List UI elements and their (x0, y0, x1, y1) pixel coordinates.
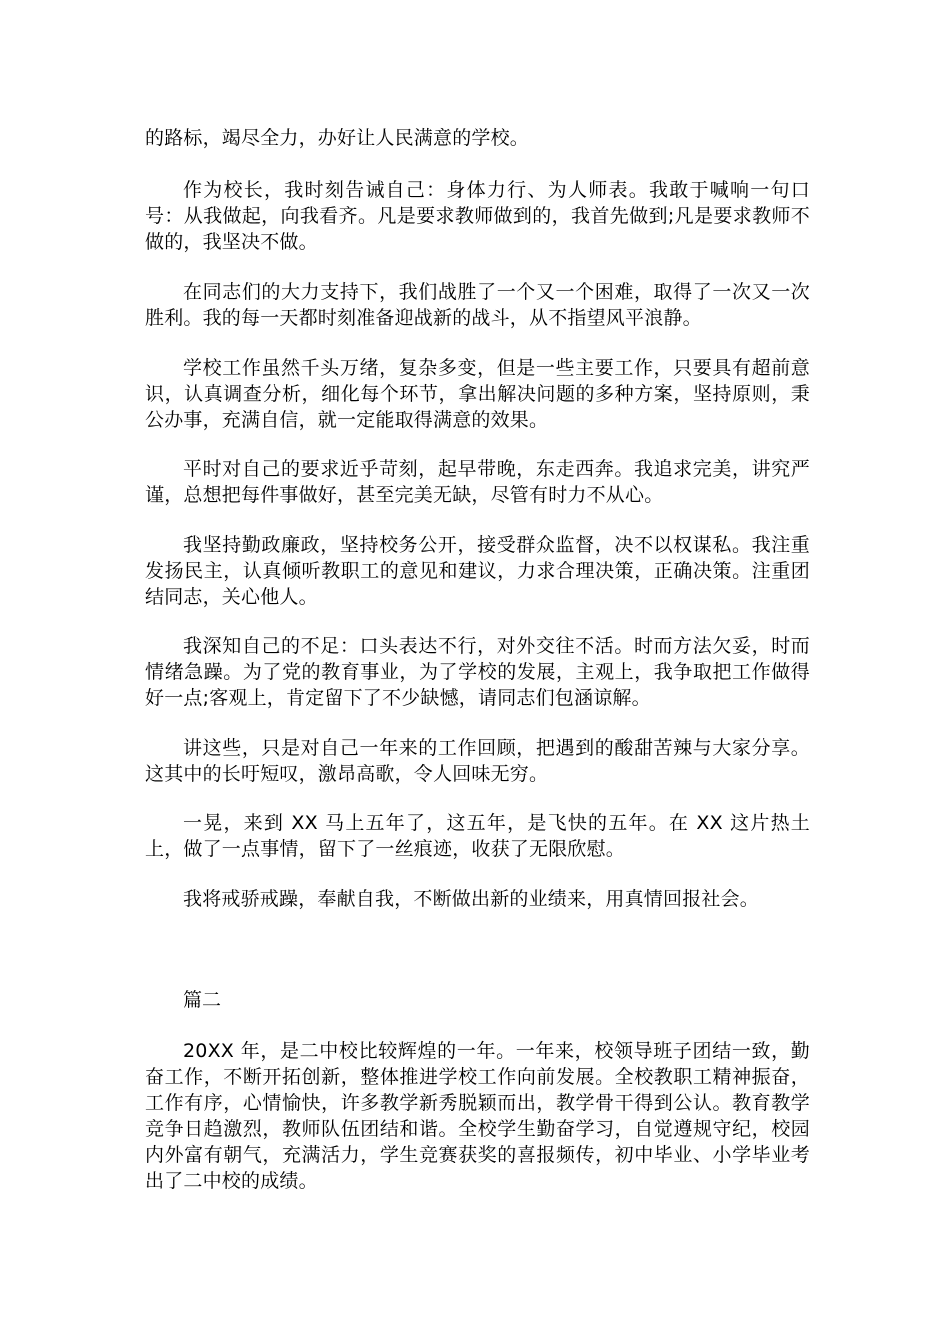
section-heading: 篇二 (183, 989, 222, 1011)
paragraph-5: 平时对自己的要求近乎苛刻，起早带晚，东走西奔。我追求完美，讲究严谨，总想把每件事做好，甚至完美无缺，尽管有时力不从心。 (145, 458, 810, 506)
paragraph-4: 学校工作虽然千头万绪，复杂多变，但是一些主要工作，只要具有超前意识，认真调查分析，细化每个环节，拿出解决问题的多种方案，坚持原则，秉公办事，充满自信，就一定能取得满意的效果。 (145, 357, 810, 431)
paragraph-1: 的路标，竭尽全力，办好让人民满意的学校。 (145, 127, 530, 149)
paragraph-2: 作为校长，我时刻告诫自己：身体力行、为人师表。我敢于喊响一句口号：从我做起，向我看齐。凡是要求教师做到的，我首先做到;凡是要求教师不做的，我坚决不做。 (145, 179, 810, 253)
section-paragraph: 20XX 年，是二中校比较辉煌的一年。一年来，校领导班子团结一致，勤奋工作，不断开拓创新，整体推进学校工作向前发展。全校教职工精神振奋，工作有序，心情愉快，许多教学新秀脱颖而出，教学骨干得到公认。教育教学竞争日趋激烈，教师队伍团结和谐。全校学生勤奋学习，自觉遵规守纪，校园内外富有朝气，充满活力，学生竞赛获奖的喜报频传，初中毕业、小学毕业考出了二中校的成绩。 (145, 1040, 810, 1192)
paragraph-6: 我坚持勤政廉政，坚持校务公开，接受群众监督，决不以权谋私。我注重发扬民主，认真倾听教职工的意见和建议，力求合理决策，正确决策。注重团结同志，关心他人。 (145, 534, 810, 608)
paragraph-3: 在同志们的大力支持下，我们战胜了一个又一个困难，取得了一次又一次胜利。我的每一天都时刻准备迎战新的战斗，从不指望风平浪静。 (145, 281, 810, 329)
paragraph-7: 我深知自己的不足：口头表达不行，对外交往不活。时而方法欠妥，时而情绪急躁。为了党的教育事业，为了学校的发展，主观上，我争取把工作做得好一点;客观上，肯定留下了不少缺憾，请同志们包涵谅解。 (145, 635, 810, 709)
paragraph-8: 讲这些，只是对自己一年来的工作回顾，把遇到的酸甜苦辣与大家分享。这其中的长吁短叹，激昂高歌，令人回味无穷。 (145, 737, 810, 785)
paragraph-10: 我将戒骄戒躁，奉献自我，不断做出新的业绩来，用真情回报社会。 (183, 888, 760, 910)
paragraph-9: 一晃，来到 XX 马上五年了，这五年，是飞快的五年。在 XX 这片热土上，做了一点事情，留下了一丝痕迹，收获了无限欣慰。 (145, 812, 810, 860)
